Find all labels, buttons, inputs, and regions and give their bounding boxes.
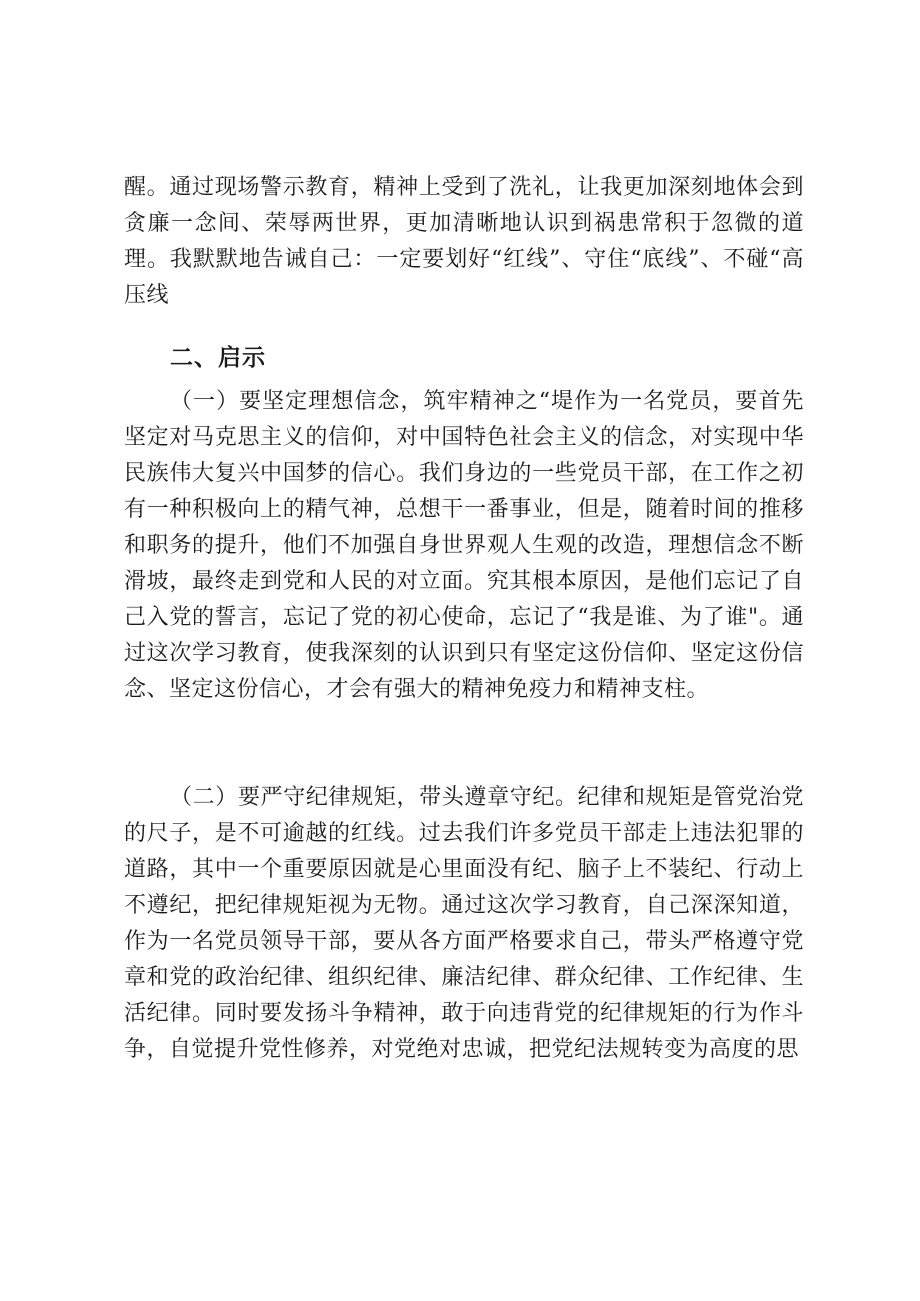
paragraph-ideals-beliefs: （一）要坚定理想信念，筑牢精神之“堤作为一名党员，要首先坚定对马克思主义的信仰，对中国特色社会主义的信念，对实现中华民族伟大复兴中国梦的信心。我们身边的一些党员干部，在工作之初有一种积极向上的精气神，总想干一番事业，但是，随着时间的推移和职务的提升，他们不加强自身世界观人生观的改造，理想信念不断滑坡，最终走到党和人民的对立面。究其根本原因，是他们忘记了自己入党的誓言，忘记了党的初心使命，忘记了“我是谁、为了谁"。通过这次学习教育，使我深刻的认识到只有坚定这份信仰、坚定这份信念、坚定这份信心，才会有强大的精神免疫力和精神支柱。 <box>124 389 804 702</box>
paragraph-discipline-rules: （二）要严守纪律规矩，带头遵章守纪。纪律和规矩是管党治党的尺子，是不可逾越的红线。过去我们许多党员干部走上违法犯罪的道路，其中一个重要原因就是心里面没有纪、脑子上不装纪、行动上不遵纪，把纪律规矩视为无物。通过这次学习教育，自己深深知道，作为一名党员领导干部，要从各方面严格要求自己，带头严格遵守党章和党的政治纪律、组织纪律、廉洁纪律、群众纪律、工作纪律、生活纪律。同时要发扬斗争精神，敢于向违背党的纪律规矩的行为作斗争，自觉提升党性修养，对党绝对忠诚，把党纪法规转变为高度的思 <box>124 785 804 1062</box>
section-heading: 二、启示 <box>170 345 266 371</box>
paragraph-continuation: 醒。通过现场警示教育，精神上受到了洗礼，让我更加深刻地体会到贪廉一念间、荣辱两世界，更加清晰地认识到祸患常积于忽微的道理。我默默地告诫自己：一定要划好“红线”、守住“底线”、不碰“高压线 <box>124 175 804 308</box>
